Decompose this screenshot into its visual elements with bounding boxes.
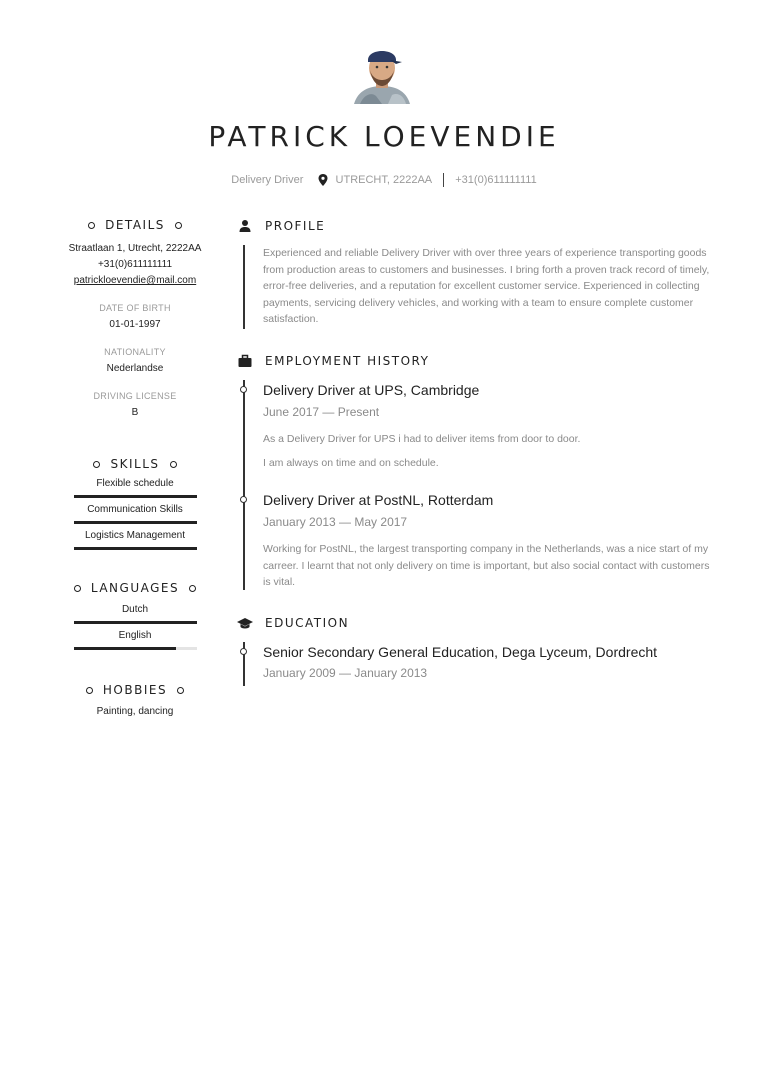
email-link[interactable]: patrickloevendie@mail.com — [73, 275, 197, 286]
skill-bar — [74, 521, 197, 524]
ring-icon — [74, 585, 81, 592]
person-icon — [238, 219, 252, 233]
briefcase-icon — [238, 354, 252, 368]
language-item — [74, 598, 197, 624]
ring-icon — [177, 687, 184, 694]
details-heading — [60, 215, 210, 235]
header-phone: +31(0)611111111 — [455, 174, 537, 186]
location-pin-icon — [318, 174, 328, 186]
timeline-dot — [240, 386, 247, 393]
ring-icon — [86, 687, 93, 694]
education-heading: EDUCATION — [265, 616, 350, 630]
language-label: English — [118, 630, 152, 641]
job-title: Delivery Driver — [231, 174, 304, 186]
skill-label: Flexible schedule — [96, 478, 174, 489]
education-dates: January 2009 — January 2013 — [263, 666, 428, 680]
language-bar — [74, 647, 197, 650]
details-heading-text: DETAILS — [105, 218, 165, 232]
phone: +31(0)611111111 — [97, 259, 173, 270]
location: UTRECHT, 2222AA — [335, 174, 433, 186]
hobbies-heading — [60, 680, 210, 700]
skill-bar-fill — [74, 521, 197, 524]
nationality-value: Nederlandse — [106, 363, 164, 374]
address: Straatlaan 1, Utrecht, 2222AA — [68, 243, 202, 254]
employment-heading: EMPLOYMENT HISTORY — [265, 354, 430, 368]
ring-icon — [189, 585, 196, 592]
employment-timeline-line — [243, 380, 245, 590]
skill-label: Logistics Management — [84, 530, 186, 541]
skill-item — [74, 474, 197, 498]
skill-bar-fill — [74, 495, 197, 498]
header-separator — [443, 173, 444, 187]
skill-label: Communication Skills — [87, 504, 183, 515]
header-contact-line — [0, 173, 768, 187]
profile-timeline-line — [243, 245, 245, 329]
skill-item — [74, 498, 197, 524]
license-label: DRIVING LICENSE — [93, 391, 177, 401]
languages-heading-text: LANGUAGES — [90, 581, 180, 595]
hobbies-text: Painting, dancing — [96, 706, 174, 717]
skills-heading — [60, 454, 210, 474]
timeline-dot — [240, 496, 247, 503]
ring-icon — [170, 461, 177, 468]
language-item — [74, 624, 197, 650]
job-title-postnl: Delivery Driver at PostNL, Rotterdam — [263, 492, 494, 508]
skill-item — [74, 524, 197, 550]
dob-value: 01-01-1997 — [109, 319, 161, 330]
skill-bar-fill — [74, 547, 197, 550]
skill-bar — [74, 495, 197, 498]
ring-icon — [88, 222, 95, 229]
skill-bar — [74, 547, 197, 550]
language-bar-fill — [74, 647, 176, 650]
job-description: As a Delivery Driver for UPS i had to deliver items from door to door. — [263, 433, 581, 445]
hobbies-heading-text: HOBBIES — [102, 683, 168, 697]
skills-heading-text: SKILLS — [110, 457, 160, 471]
languages-heading — [60, 578, 210, 598]
language-label: Dutch — [121, 604, 149, 615]
job-description: I am always on time and on schedule. — [263, 457, 439, 469]
job-dates-postnl: January 2013 — May 2017 — [263, 515, 408, 529]
job-title-ups: Delivery Driver at UPS, Cambridge — [263, 382, 480, 398]
language-bar-fill — [74, 621, 197, 624]
ring-icon — [93, 461, 100, 468]
timeline-dot — [240, 648, 247, 655]
job-description: Working for PostNL, the largest transporting company in the Netherlands, was a nice start of my carreer. I learnt that not only delivery on time is important, but also social contact with customers is vital. — [263, 543, 710, 588]
candidate-name: PATRICK LOEVENDIE — [208, 120, 560, 153]
sidebar — [60, 215, 210, 720]
profile-text: Experienced and reliable Delivery Driver with over three years of experience transporting goods from production areas to customers and businesses. I bring forth a proven track record of timely, error-free deliveries, and a reputation for excellent customer service. Experienced in collecting payments, servicing delivery vehicles, and working with a team to ensure complete customer satisfaction. — [263, 247, 710, 325]
ring-icon — [175, 222, 182, 229]
job-dates-ups: June 2017 — Present — [263, 405, 380, 419]
profile-heading: PROFILE — [265, 219, 326, 233]
profile-photo — [350, 40, 414, 104]
dob-label: DATE OF BIRTH — [99, 303, 171, 313]
language-bar — [74, 621, 197, 624]
nationality-label: NATIONALITY — [104, 347, 166, 357]
education-title: Senior Secondary General Education, Dega Lyceum, Dordrecht — [263, 644, 658, 660]
license-value: B — [131, 407, 139, 418]
graduation-cap-icon — [237, 616, 253, 630]
